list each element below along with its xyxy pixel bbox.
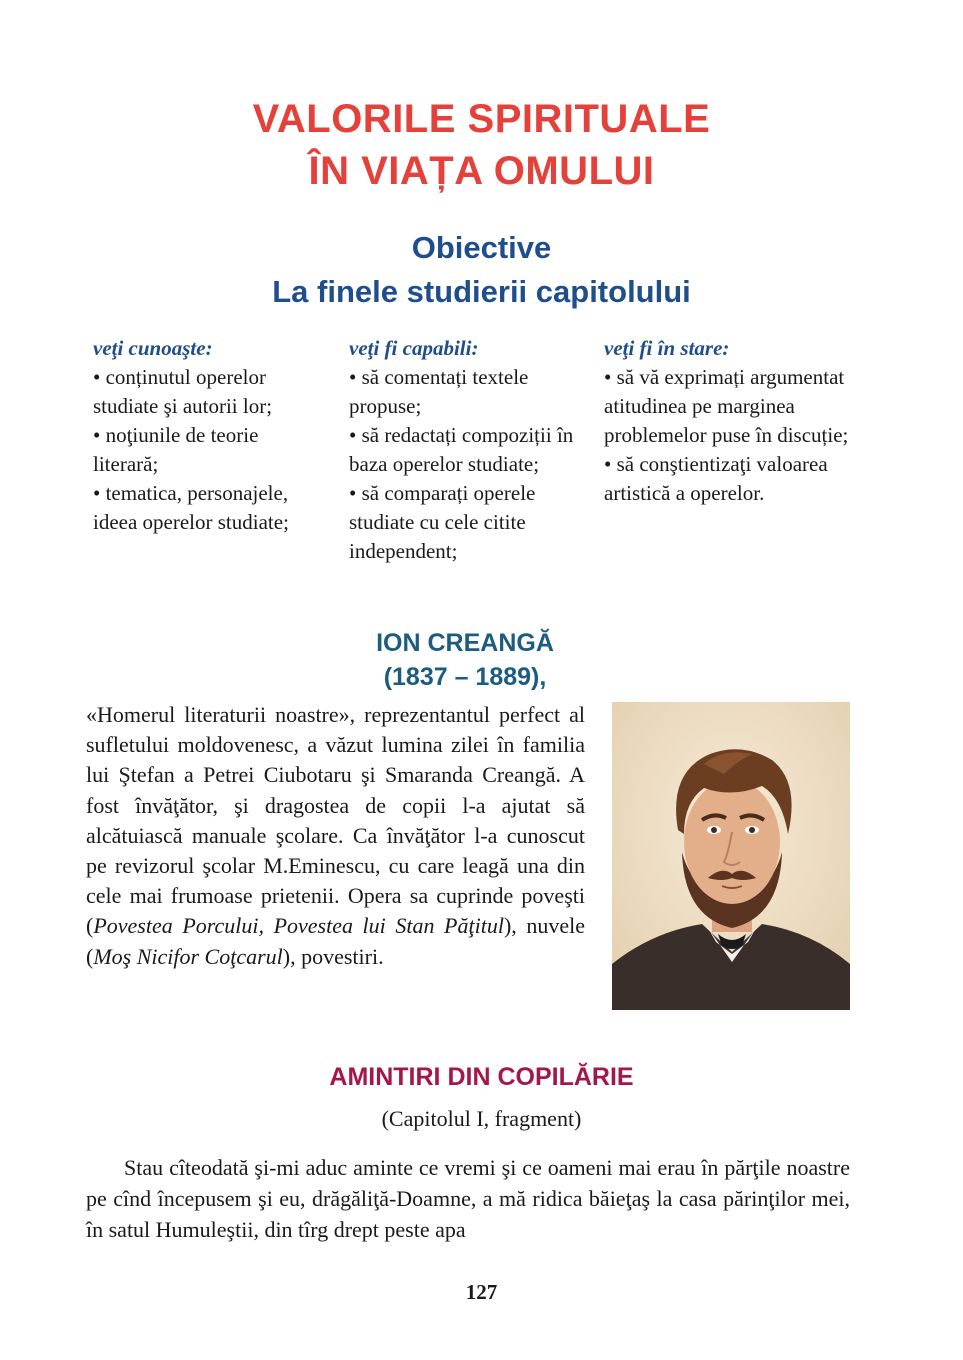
chapter-title-line-2: ÎN VIAȚA OMULUI	[308, 149, 655, 193]
objectives-column-able	[604, 334, 859, 508]
author-name: ION CREANGĂ	[376, 629, 554, 657]
objectives-heading: Obiective	[411, 230, 552, 265]
fragment-subtitle: (Capitolul I, fragment)	[381, 1106, 582, 1131]
bio-text: «Homerul literaturii noastre», reprezentantul perfect al sufletului moldovenesc, a văzut lumina zilei în familia lui Ştefan a Petrei Ciubotaru şi Smaranda Creangă. A fost învăţător, şi dragostea de copii l-a ajutat să alcătuiască manuale şcolare. Ca învăţător l-a cunoscut pe revizorul şcolar M.Eminescu, cu care leagă una din cele mai frumoase prietenii. Opera sa cuprinde poveşti (	[86, 702, 585, 939]
column-heading: veţi cunoaşte:	[93, 336, 213, 360]
bio-work-title: Povestea Porcului, Povestea lui Stan Păţitul	[93, 913, 504, 939]
column-heading: veţi fi în stare:	[604, 336, 730, 360]
author-biography	[86, 700, 585, 972]
objectives-column-capable	[349, 334, 589, 566]
bio-text: ), nuvele (	[86, 913, 586, 969]
objective-item: • să comparați operele studiate cu cele citite independent;	[349, 481, 536, 563]
objective-item: • să conştientizaţi valoarea artistică a operelor.	[604, 452, 828, 505]
column-heading: veţi fi capabili:	[349, 336, 479, 360]
bio-text: ), povestiri.	[282, 943, 384, 969]
fragment-title: AMINTIRI DIN COPILĂRIE	[329, 1063, 634, 1091]
bio-work-title: Moş Nicifor Coţcarul	[93, 943, 283, 969]
page-number: 127	[465, 1280, 498, 1304]
author-years: (1837 – 1889),	[383, 663, 547, 691]
objective-item: • tematica, personajele, ideea operelor studiate;	[93, 481, 289, 534]
objective-item: • să vă exprimați argumentat atitudinea pe marginea problemelor puse în discuție;	[604, 365, 849, 447]
objective-item: • conținutul operelor studiate şi autorii lor;	[93, 365, 273, 418]
objectives-subheading: La finele studierii capitolului	[272, 274, 691, 309]
objective-item: • să comentați textele propuse;	[349, 365, 529, 418]
fragment-paragraph: Stau cîteodată şi-mi aduc aminte ce vremi şi ce oameni mai erau în părţile noastre pe cînd începusem şi eu, drăgăliţă-Doamne, a mă ridica băieţaş la casa părinţilor mei, în satul Humuleştii, din tîrg drept peste apa	[86, 1155, 850, 1242]
objectives-column-know	[93, 334, 328, 537]
objective-item: • noţiunile de teorie literară;	[93, 423, 259, 476]
author-portrait	[612, 702, 850, 1010]
objective-item: • să redactați compoziții în baza operelor studiate;	[349, 423, 574, 476]
chapter-title-line-1: VALORILE SPIRITUALE	[252, 97, 711, 141]
